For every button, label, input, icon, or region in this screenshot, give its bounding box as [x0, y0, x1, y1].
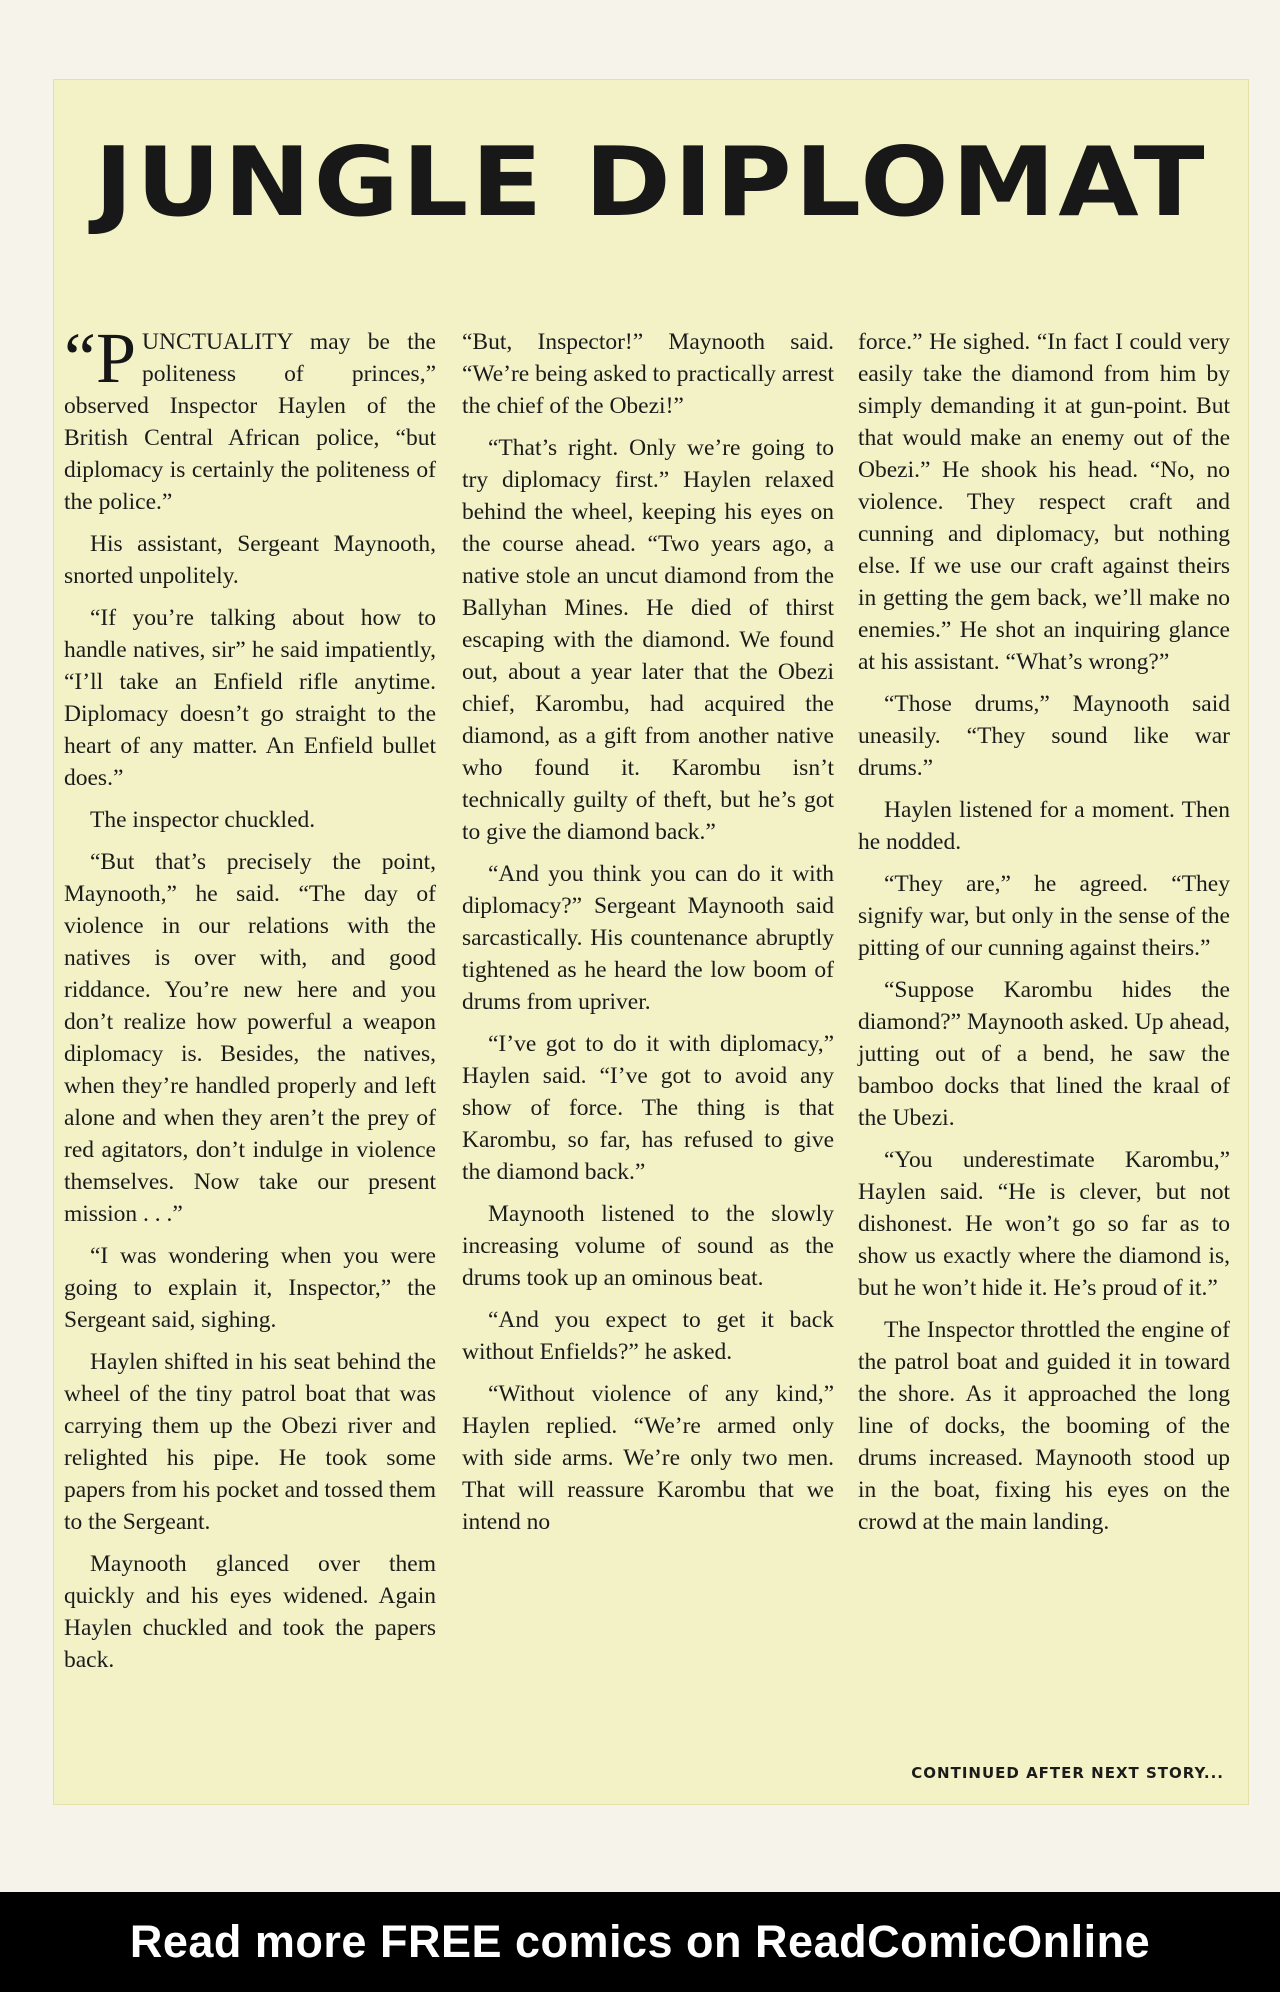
story-column-3: [858, 326, 1230, 1548]
story-paragraph: The inspector chuckled.: [90, 807, 316, 833]
story-paragraph: “That’s right. Only we’re going to try diplomacy first.” Haylen relaxed behind the wheel, keeping his eyes on the course ahead. “Two years ago, a native stole an uncut diamond from the Ballyhan Mines. He died of thirst escaping with the diamond. We found out, about a year later that the Obezi chief, Karombu, had acquired the diamond, as a gift from another native who found it. Karombu isn’t technically guilty of theft, but he’s got to give the diamond back.”: [462, 435, 834, 845]
story-paragraph: “If you’re talking about how to handle natives, sir” he said impatiently, “I’ll take an Enfield rifle anytime. Diplomacy doesn’t go straight to the heart of any matter. An Enfield bullet does.”: [64, 605, 436, 791]
promo-banner[interactable]: [0, 1892, 1280, 1992]
promo-text[interactable]: Read more FREE comics on ReadComicOnline: [129, 1916, 1151, 1967]
story-paragraph: Maynooth listened to the slowly increasing volume of sound as the drums took up an ominous beat.: [462, 1201, 834, 1291]
story-paragraph: “But that’s precisely the point, Maynooth,” he said. “The day of violence in our relations with the natives is over with, and good riddance. You’re new here and you don’t realize how powerful a weapon diplomacy is. Besides, the natives, when they’re handled properly and left alone and when they aren’t the prey of red agitators, don’t indulge in violence themselves. Now take our present mission . . .”: [64, 849, 436, 1227]
story-paragraph: “They are,” he agreed. “They signify war, but only in the sense of the pitting of our cunning against theirs.”: [858, 871, 1230, 961]
story-paragraph: “P UNCTUALITY may be the politeness of princes,” observed Inspector Haylen of the British Central African police, “but diplomacy is certainly the politeness of the police.”: [64, 318, 436, 515]
story-paragraph: “But, Inspector!” Maynooth said. “We’re being asked to practically arrest the chief of the Obezi!”: [462, 329, 834, 419]
story-paragraph: “I’ve got to do it with diplomacy,” Haylen said. “I’ve got to avoid any show of force. The thing is that Karombu, so far, has refused to give the diamond back.”: [462, 1031, 834, 1185]
story-paragraph: Haylen listened for a moment. Then he nodded.: [858, 797, 1230, 855]
story-paragraph: “Suppose Karombu hides the diamond?” Maynooth asked. Up ahead, jutting out of a bend, he saw the bamboo docks that lined the kraal of the Ubezi.: [858, 977, 1230, 1131]
text-story-panel: [53, 79, 1249, 1805]
story-paragraph: “And you expect to get it back without Enfields?” he asked.: [462, 1307, 834, 1365]
story-column-2: [462, 326, 834, 1548]
story-paragraph: “Without violence of any kind,” Haylen replied. “We’re armed only with side arms. We’re only two men. That will reassure Karombu that we intend no: [462, 1381, 834, 1535]
story-paragraph: The Inspector throttled the engine of the patrol boat and guided it in toward the shore. As it approached the long line of docks, the booming of the drums increased. Maynooth stood up in the boat, fixing his eyes on the crowd at the main landing.: [858, 1317, 1230, 1535]
story-paragraph: “Those drums,” Maynooth said uneasily. “They sound like war drums.”: [858, 691, 1230, 781]
story-title: JUNGLE DIPLOMAT: [94, 125, 1208, 239]
story-paragraph: force.” He sighed. “In fact I could very easily take the diamond from him by simply demanding it at gun-point. But that would make an enemy out of the Obezi.” He shook his head. “No, no violence. They respect craft and cunning and diplomacy, but nothing else. If we use our craft against theirs in getting the gem back, we’ll make no enemies.” He shot an inquiring glance at his assistant. “What’s wrong?”: [858, 329, 1230, 675]
story-paragraph: “And you think you can do it with diplomacy?” Sergeant Maynooth said sarcastically. His countenance abruptly tightened as he heard the low boom of drums from upriver.: [462, 861, 834, 1015]
story-paragraph: Maynooth glanced over them quickly and his eyes widened. Again Haylen chuckled and took the papers back.: [64, 1551, 436, 1673]
story-paragraph: Haylen shifted in his seat behind the wheel of the tiny patrol boat that was carrying them up the Obezi river and relighted his pipe. He took some papers from his pocket and tossed them to the Sergeant.: [64, 1349, 436, 1535]
story-paragraph: “I was wondering when you were going to explain it, Inspector,” the Sergeant said, sighing.: [64, 1243, 436, 1333]
story-paragraph: “You underestimate Karombu,” Haylen said. “He is clever, but not dishonest. He won’t go so far as to show us exactly where the diamond is, but he won’t hide it. He’s proud of it.”: [858, 1147, 1230, 1301]
story-columns: [64, 318, 1240, 1766]
story-paragraph: His assistant, Sergeant Maynooth, snorted unpolitely.: [64, 531, 436, 589]
drop-cap: “P: [64, 318, 137, 398]
story-column-1: [64, 318, 436, 1686]
continued-note: CONTINUED AFTER NEXT STORY...: [911, 1764, 1224, 1782]
